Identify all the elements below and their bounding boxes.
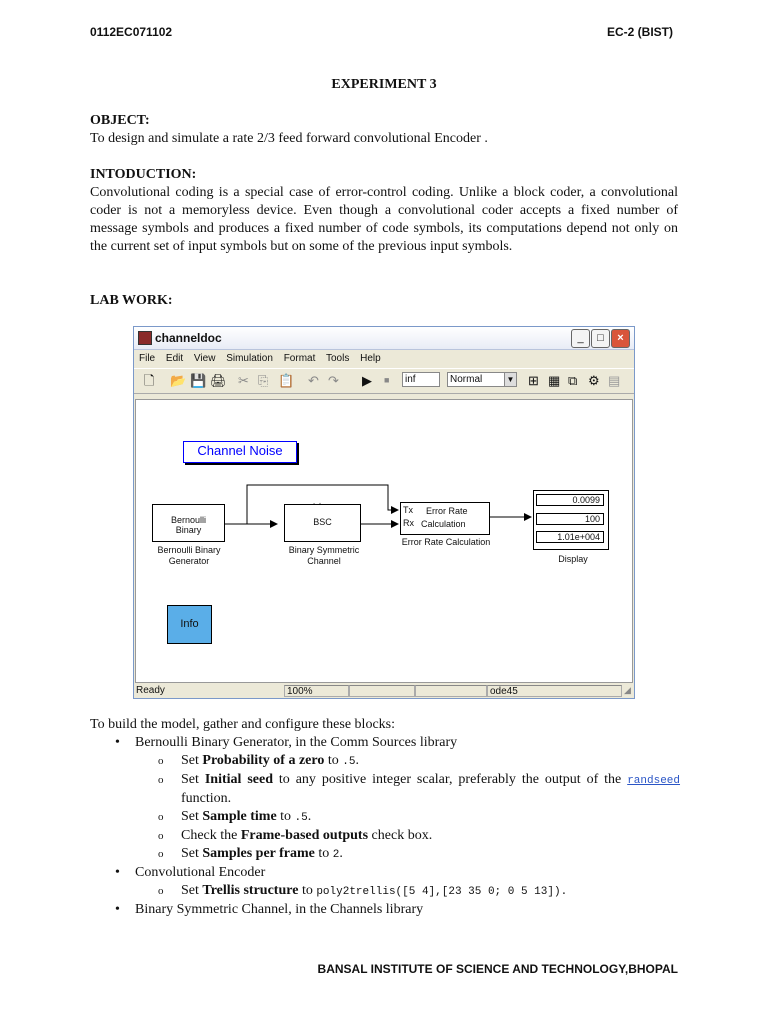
bernoulli-label xyxy=(144,545,234,567)
error-rate-block[interactable] xyxy=(400,502,490,535)
display-label: Display xyxy=(558,554,588,564)
toolbar xyxy=(134,368,634,394)
print-icon[interactable]: 🖨 xyxy=(210,373,227,388)
build-intro: To build the model, gather and configure these blocks: xyxy=(90,717,395,732)
debug-icon[interactable]: ⚙ xyxy=(588,373,600,388)
undo-icon[interactable]: ↶ xyxy=(308,373,319,388)
copy-icon[interactable]: ⎘ xyxy=(258,373,269,388)
list-item: • Binary Symmetric Channel, in the Channels library xyxy=(90,901,680,919)
status-ready: Ready xyxy=(136,685,165,696)
footer: BANSAL INSTITUTE OF SCIENCE AND TECHNOLOGY,BHOPAL xyxy=(317,962,678,976)
status-empty-2 xyxy=(415,685,487,697)
redo-icon[interactable]: ↷ xyxy=(328,373,339,388)
sim-mode-value: Normal xyxy=(450,374,483,385)
bernoulli-label-1: Bernoulli Binary xyxy=(157,545,221,555)
status-zoom: 100% xyxy=(284,685,349,697)
bernoulli-block[interactable] xyxy=(152,504,225,542)
menu-bar xyxy=(134,350,634,368)
build-instructions xyxy=(90,716,680,919)
cut-icon[interactable]: ✂ xyxy=(238,373,249,388)
header-left: 0112EC071102 xyxy=(90,25,173,39)
list-item: • Convolutional Encoder xyxy=(90,864,680,882)
object-section xyxy=(90,112,678,148)
window-title: channeldoc xyxy=(155,331,222,345)
status-bar xyxy=(134,685,634,699)
bernoulli-inner-2: Binary xyxy=(175,525,202,535)
labwork-heading: LAB WORK: xyxy=(90,293,173,308)
window-titlebar[interactable] xyxy=(134,327,634,350)
display-block[interactable] xyxy=(533,490,609,550)
stop-time-input[interactable]: inf xyxy=(402,372,440,387)
list-item: o Set Sample time to .5. xyxy=(90,808,680,827)
display-value-bits: 1.01e+004 xyxy=(536,531,604,543)
display-value-ber: 0.0099 xyxy=(536,494,604,506)
grid-icon[interactable]: ▤ xyxy=(608,373,621,388)
object-text: To design and simulate a rate 2/3 feed forward convolutional Encoder . xyxy=(90,131,488,146)
bsc-label-2: Channel xyxy=(307,556,341,566)
list-item: o Check the Frame-based outputs check box. xyxy=(90,827,680,845)
bsc-label xyxy=(274,545,374,567)
open-icon[interactable]: 📂 xyxy=(170,373,187,388)
chevron-down-icon: ▼ xyxy=(504,373,516,386)
model-canvas[interactable] xyxy=(135,399,633,683)
page-title: EXPERIMENT 3 xyxy=(331,77,437,92)
info-block[interactable]: Info xyxy=(167,605,212,644)
status-solver: ode45 xyxy=(487,685,622,697)
error-rate-label: Error Rate Calculation xyxy=(401,537,491,547)
menu-edit[interactable]: Edit xyxy=(165,353,184,364)
app-icon xyxy=(138,331,152,345)
bernoulli-label-2: Generator xyxy=(168,556,210,566)
paste-icon[interactable]: 📋 xyxy=(278,373,295,388)
menu-simulation[interactable]: Simulation xyxy=(226,353,273,364)
rx-port-label: Rx xyxy=(403,518,414,528)
bsc-label-1: Binary Symmetric xyxy=(288,545,360,555)
randseed-link[interactable]: randseed xyxy=(627,775,681,787)
list-item: o Set Initial seed to any positive integer scalar, preferably the output of the randseed function. xyxy=(90,771,680,808)
menu-tools[interactable]: Tools xyxy=(325,353,350,364)
menu-format[interactable]: Format xyxy=(283,353,316,364)
display-value-errors: 100 xyxy=(536,513,604,525)
labwork-section xyxy=(90,292,678,310)
menu-file[interactable]: File xyxy=(139,353,156,364)
intro-text: Convolutional coding is a special case of error-control coding. Unlike a block coder, a convolutional coder is not a memoryless device. Even though a convolutional coder accepts a fixed number of message symbols and produces a fixed number of code symbols, its computations depend not only on the current set of input symbols but on some of the previous input symbols. xyxy=(90,185,678,254)
list-item: o Set Probability of a zero to .5. xyxy=(90,752,680,771)
menu-view[interactable]: View xyxy=(193,353,216,364)
channel-noise-annotation[interactable]: Channel Noise xyxy=(183,441,297,463)
menu-help[interactable]: Help xyxy=(360,353,381,364)
play-icon[interactable]: ▶ xyxy=(362,373,372,388)
bsc-inner: BSC xyxy=(313,517,332,527)
error-rate-inner-2: Calculation xyxy=(421,519,466,529)
list-item: o Set Samples per frame to 2. xyxy=(90,845,680,864)
model-explorer-icon[interactable]: ⧉ xyxy=(568,373,578,388)
sim-mode-select[interactable] xyxy=(447,372,517,387)
library-icon[interactable]: ▦ xyxy=(548,373,561,388)
simulink-window xyxy=(133,326,635,699)
save-icon[interactable]: 💾 xyxy=(190,373,207,388)
bernoulli-inner-1: Bernoulli xyxy=(170,515,207,525)
tx-port-label: Tx xyxy=(403,505,413,515)
minimize-button[interactable]: _ xyxy=(571,329,590,348)
intro-heading: INTODUCTION: xyxy=(90,167,197,182)
error-rate-inner-1: Error Rate xyxy=(426,506,468,516)
close-button[interactable]: × xyxy=(611,329,630,348)
status-empty-1 xyxy=(349,685,415,697)
object-heading: OBJECT: xyxy=(90,113,150,128)
list-item: • Bernoulli Binary Generator, in the Comm Sources library xyxy=(90,734,680,752)
resize-grip-icon[interactable]: ◢ xyxy=(624,685,631,695)
maximize-button[interactable]: □ xyxy=(591,329,610,348)
bsc-block[interactable] xyxy=(284,504,361,542)
stop-icon[interactable]: ■ xyxy=(384,375,390,385)
list-item: o Set Trellis structure to poly2trellis([5 4],[23 35 0; 0 5 13]). xyxy=(90,882,680,901)
header-right: EC-2 (BIST) xyxy=(607,25,673,39)
intro-section xyxy=(90,166,678,256)
build-icon[interactable]: ⊞ xyxy=(528,373,539,388)
new-icon[interactable]: 🗋 xyxy=(144,373,155,388)
